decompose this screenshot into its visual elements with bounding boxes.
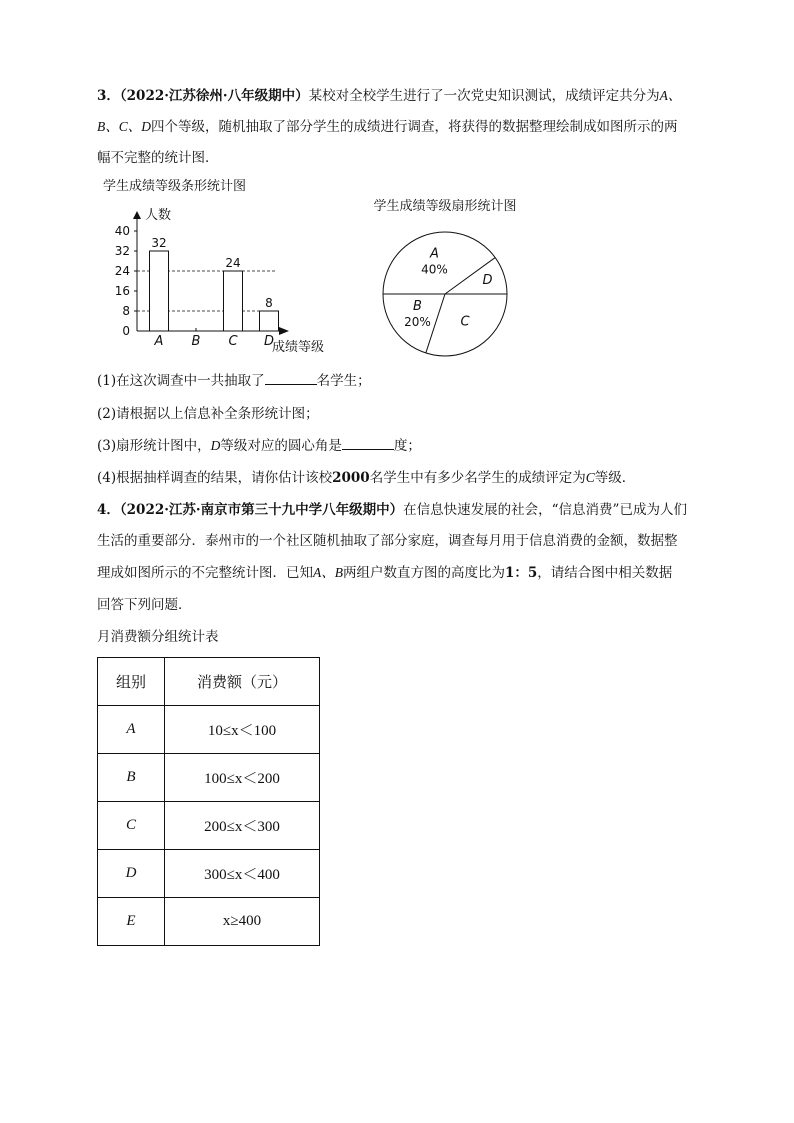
table-cell-range: 10≤x＜100 <box>165 706 320 754</box>
table-header-amount: 消费额（元） <box>165 658 320 706</box>
q3-sub2 <box>97 402 319 422</box>
q4-line1-text: 在信息快速发展的社会，“信息消费”已成为人们 <box>403 502 687 518</box>
y-tick-label: 40 <box>114 224 130 238</box>
q3-sub3-mid: 等级对应的圆心角是 <box>220 438 342 454</box>
x-category-label: A <box>154 334 164 349</box>
table-cell-range: x≥400 <box>165 898 320 946</box>
pie-chart-title: 学生成绩等级扇形统计图 <box>373 199 517 214</box>
q3-line1-end: A、 <box>659 88 682 103</box>
q3-sub4 <box>97 466 635 486</box>
q3-sub4-num: 2000 <box>332 470 370 486</box>
table-row <box>98 850 320 898</box>
q4-line3-ratio: 1：5 <box>505 565 538 581</box>
y-tick-label: 24 <box>114 264 130 278</box>
q4-line-3 <box>97 561 672 581</box>
bar-value-label: 8 <box>265 296 273 310</box>
q3-line-3 <box>97 146 219 166</box>
table-row <box>98 898 320 946</box>
pie-slice-label: B <box>412 299 422 315</box>
bar <box>224 271 243 331</box>
q3-sub1 <box>97 369 371 389</box>
table-cell-group: E <box>98 898 165 946</box>
q3-number: 3． <box>97 88 120 104</box>
q4-line3-pre: 理成如图所示的不完整统计图．已知 <box>97 565 313 581</box>
y-tick-label: 8 <box>122 304 130 318</box>
q4-line-1 <box>97 498 687 518</box>
table-cell-group: C <box>98 802 165 850</box>
y-axis-label: 人数 <box>145 208 172 223</box>
bar <box>150 251 169 331</box>
table-row <box>98 706 320 754</box>
table-cell-group: B <box>98 754 165 802</box>
x-category-label: C <box>228 334 238 349</box>
pie-slice-percent: 40% <box>421 262 448 277</box>
table-cell-group: A <box>98 706 165 754</box>
table-row <box>98 754 320 802</box>
answer-blank-2[interactable] <box>342 437 394 450</box>
q3-line2-letters: B、C、D <box>97 119 151 134</box>
pie-slice-label: D <box>482 273 493 289</box>
q4-number: 4． <box>97 502 120 518</box>
x-category-label: B <box>191 334 201 349</box>
answer-blank-1[interactable] <box>265 372 317 385</box>
pie-slice-percent: 20% <box>404 315 431 330</box>
y-tick-label: 16 <box>114 284 130 298</box>
bar-chart <box>95 172 355 362</box>
q3-sub4-letter: C <box>585 470 595 485</box>
bar-value-label: 32 <box>151 236 167 250</box>
q3-sub3 <box>97 434 421 454</box>
table-cell-range: 200≤x＜300 <box>165 802 320 850</box>
bar <box>260 311 279 331</box>
table-title-text: 月消费额分组统计表 <box>97 629 219 645</box>
y-axis-arrow <box>133 211 141 219</box>
q4-line3-post: ，请结合图中相关数据 <box>537 565 673 581</box>
table-cell-group: D <box>98 850 165 898</box>
q3-line3-text: 幅不完整的统计图． <box>97 150 219 166</box>
q4-line4-text: 回答下列问题． <box>97 597 192 613</box>
pie-chart <box>360 190 540 360</box>
y-tick-label: 32 <box>114 244 130 258</box>
q4-line3-mid: 两组户数直方图的高度比为 <box>343 565 505 581</box>
q3-sub3-pre: (3)扇形统计图中， <box>97 438 211 454</box>
consumption-group-table <box>97 657 320 946</box>
q3-sub3-post: 度； <box>393 438 421 454</box>
q4-line-4 <box>97 593 192 613</box>
q3-sub4-pre: (4)根据抽样调查的结果，请你估计该校 <box>97 470 333 486</box>
x-axis-label: 成绩等级 <box>272 340 325 355</box>
q3-line1-text: 某校对全校学生进行了一次党史知识测试，成绩评定共分为 <box>308 88 660 104</box>
x-category-label: D <box>263 334 275 349</box>
q4-line-2 <box>97 529 678 549</box>
table-row <box>98 802 320 850</box>
q3-sub1-pre: (1)在这次调查中一共抽取了 <box>97 373 265 389</box>
q4-source: （2022·江苏·南京市第三十九中学八年级期中） <box>119 502 404 518</box>
bar-value-label: 24 <box>225 256 241 270</box>
q3-line2-text: 四个等级，随机抽取了部分学生的成绩进行调查，将获得的数据整理绘制成如图所示的两 <box>151 119 678 135</box>
x-axis-arrow <box>279 327 289 335</box>
q4-table-title <box>97 625 219 645</box>
q3-line-1 <box>97 84 681 104</box>
q3-source: （2022·江苏徐州·八年级期中） <box>119 88 309 104</box>
q3-sub1-post: 名学生； <box>316 373 371 389</box>
q3-sub4-mid: 名学生中有多少名学生的成绩评定为 <box>369 470 586 486</box>
q3-line-2 <box>97 115 678 135</box>
q3-sub4-post: 等级． <box>594 470 636 486</box>
table-cell-range: 300≤x＜400 <box>165 850 320 898</box>
table-cell-range: 100≤x＜200 <box>165 754 320 802</box>
q3-sub2-text: (2)请根据以上信息补全条形统计图； <box>97 406 319 422</box>
pie-slice-label: A <box>430 246 439 262</box>
bar-chart-title: 学生成绩等级条形统计图 <box>103 179 247 194</box>
q4-line3-letters: A、B <box>313 565 343 580</box>
pie-slice-label: C <box>460 314 470 330</box>
q4-line2-text: 生活的重要部分．泰州市的一个社区随机抽取了部分家庭，调查每月用于信息消费的金额，数据整 <box>97 533 678 549</box>
y-tick-label: 0 <box>122 324 130 338</box>
table-header-row <box>98 658 320 706</box>
q3-sub3-letter: D <box>210 438 221 453</box>
table-header-group: 组别 <box>98 658 165 706</box>
